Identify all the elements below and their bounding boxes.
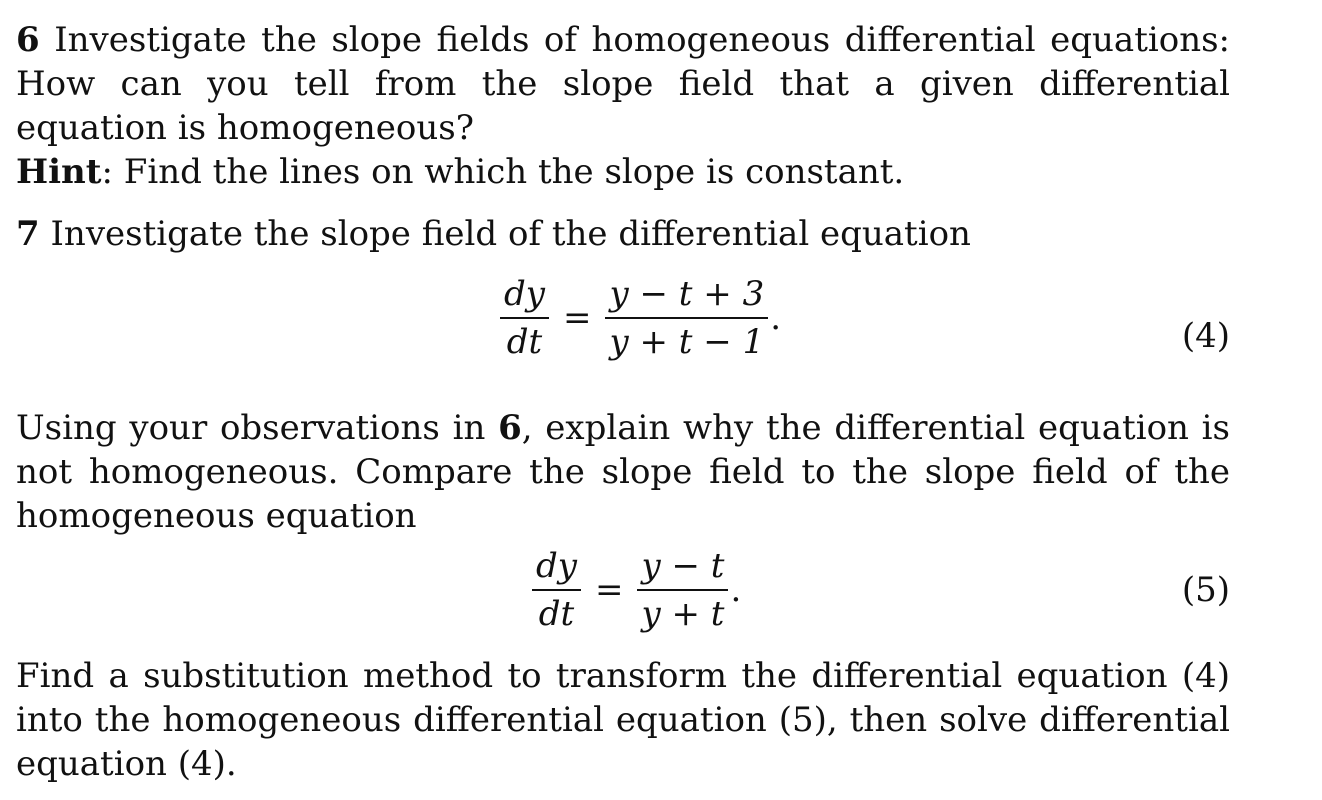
paragraph-2-text-a: Using your observations in: [16, 408, 499, 448]
equation-5: [16, 538, 1230, 654]
equation-4-body: [500, 274, 781, 362]
paragraph-2-text-b: , explain why the differential equation is not homogeneous. Compare the slope field to the slope field of the homogeneous equation: [16, 408, 1230, 536]
problem-7-paragraph-2: [16, 406, 1230, 538]
problem-7-number: 7: [16, 214, 40, 254]
equation-5-lhs-numerator: dy: [536, 546, 577, 586]
equation-4-rhs-numerator: y − t + 3: [609, 274, 765, 314]
hint-text: : Find the lines on which the slope is constant.: [101, 152, 905, 192]
equation-5-body: [532, 546, 741, 634]
equation-5-rhs-numerator: y − t: [641, 546, 725, 586]
equation-5-label: (5): [1181, 570, 1230, 610]
fraction-bar: [500, 317, 549, 319]
problem-7-paragraph-3: Find a substitution method to transform the differential equation (4) into the homogeneous differential equation (5), then solve differential equation (4).: [16, 656, 1230, 784]
fraction-bar: [532, 589, 581, 591]
equation-4-lhs-numerator: dy: [504, 274, 545, 314]
equation-5-lhs: [532, 546, 581, 634]
problem-7-intro: [16, 212, 1230, 256]
hint-label: Hint: [16, 152, 102, 192]
equation-4-rhs: [605, 274, 768, 362]
problem-7-intro-text: Investigate the slope field of the differential equation: [50, 214, 971, 254]
problem-6-text: Investigate the slope fields of homogeneous differential equations: How can you tell from the slope field that a given differential equation is homogeneous?: [16, 20, 1230, 148]
equation-4-label: (4): [1181, 316, 1230, 356]
equation-5-equals: =: [594, 569, 624, 610]
fraction-bar: [637, 589, 728, 591]
equation-4-equals: =: [562, 297, 592, 338]
equation-4-lhs: [500, 274, 549, 362]
equation-4-period: .: [770, 297, 782, 338]
fraction-bar: [605, 317, 768, 319]
paragraph-2-ref: 6: [498, 408, 522, 448]
equation-5-period: .: [730, 569, 742, 610]
equation-5-rhs: [637, 546, 728, 634]
problem-6-number: 6: [16, 20, 40, 60]
equation-4-lhs-denominator: dt: [506, 321, 543, 362]
equation-4-rhs-denominator: y + t − 1: [609, 321, 765, 362]
equation-4: [16, 256, 1230, 406]
equation-5-rhs-denominator: y + t: [641, 593, 725, 634]
document-page: [16, 18, 1230, 786]
equation-5-lhs-denominator: dt: [538, 593, 575, 634]
problem-6: [16, 18, 1230, 194]
